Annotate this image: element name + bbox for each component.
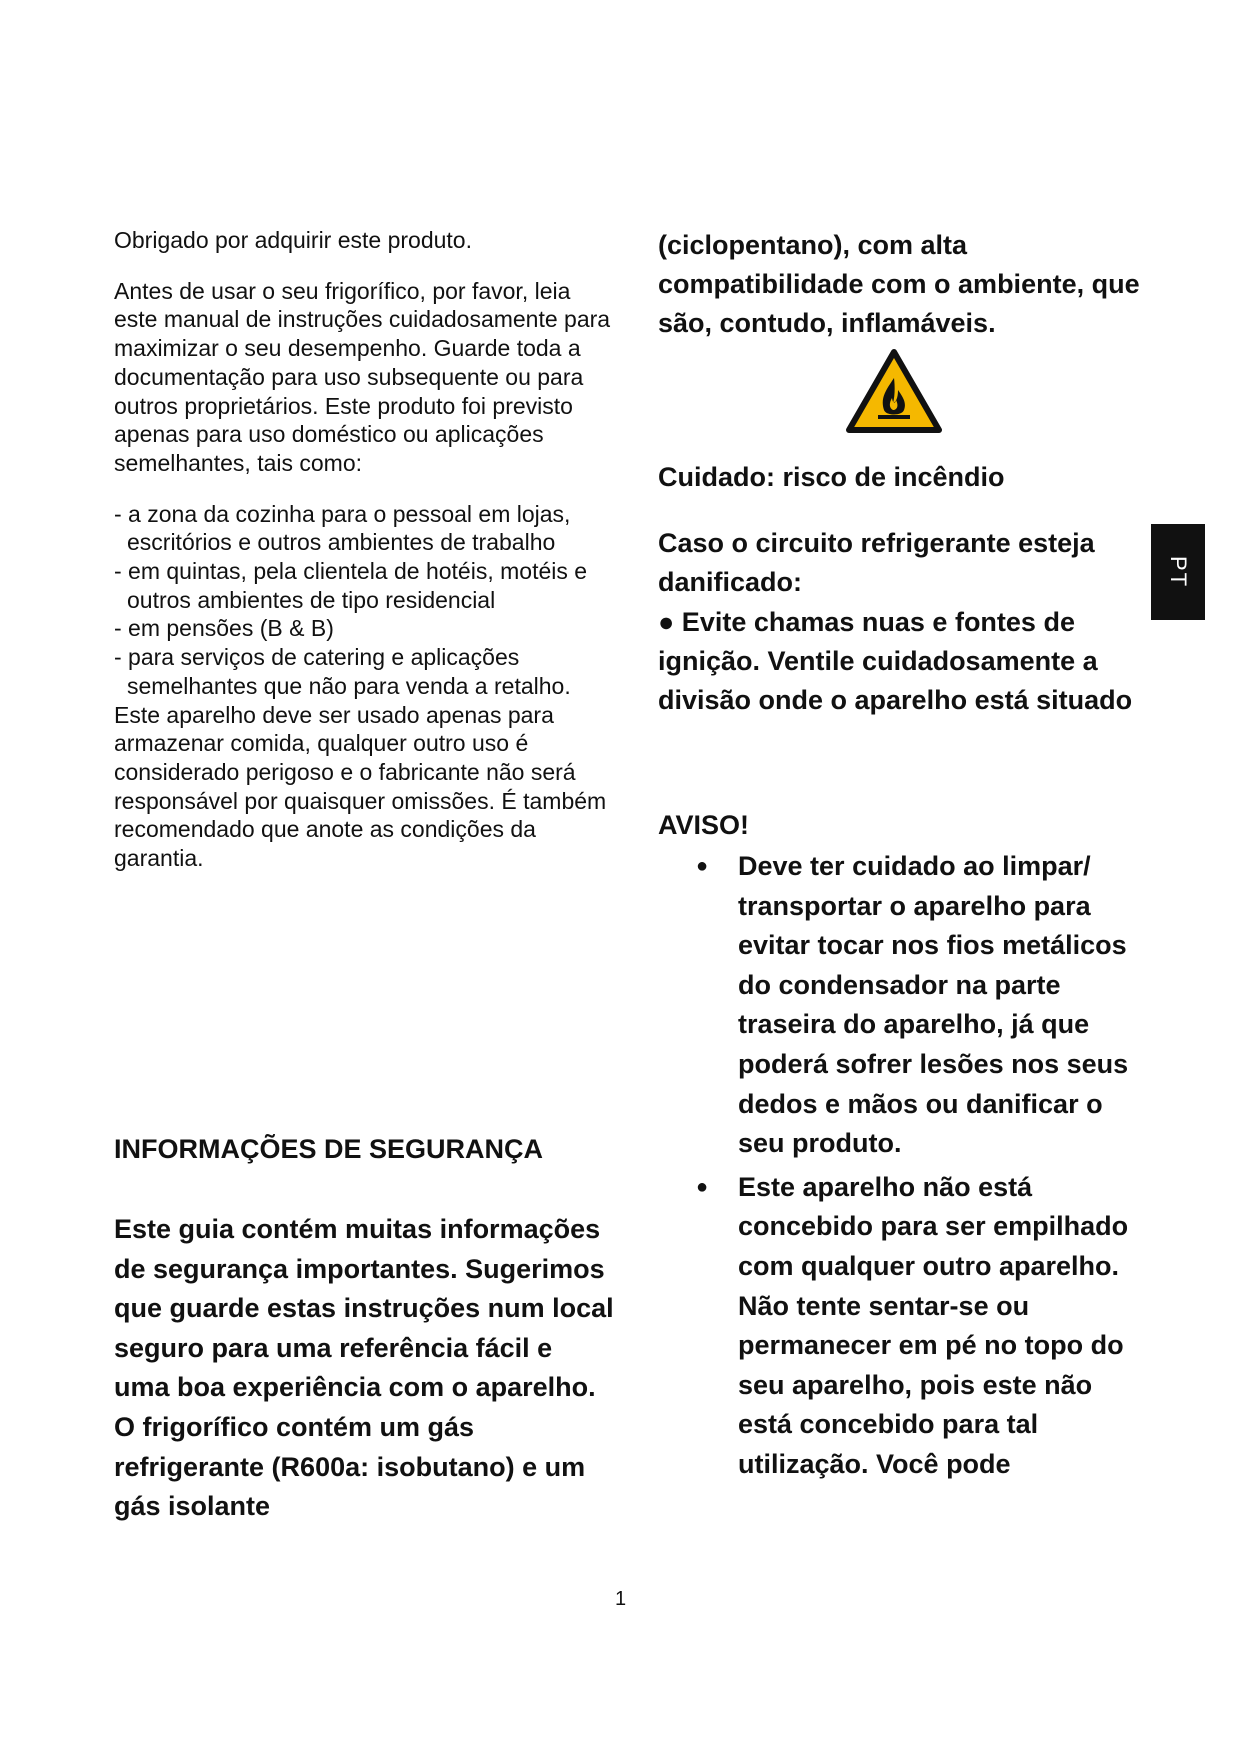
uses-list <box>114 500 614 701</box>
list-item: - a zona da cozinha para o pessoal em lojas, escritórios e outros ambientes de trabalho <box>114 500 571 556</box>
list-item: - em quintas, pela clientela de hotéis, motéis e outros ambientes de tipo residencial <box>114 558 588 613</box>
circuit-damage-section <box>658 524 1138 720</box>
aviso-list <box>658 847 1138 1485</box>
list-item: - em pensões (B & B) <box>114 615 334 642</box>
right-column <box>658 226 1158 344</box>
list-item <box>658 847 1138 1164</box>
intro-usage-note: Este aparelho deve ser usado apenas para armazenar comida, qualquer outro uso é considerado perigoso e o fabricante não será responsável por quaisquer omissões. É também recomendado que anote as condições da garantia. <box>114 701 607 872</box>
intro-before-use: Antes de usar o seu frigorífico, por favor, leia este manual de instruções cuidadosamente para maximizar o seu desempenho. Guarde toda a documentação para uso subsequente ou para outros proprietários. Este produto foi previsto apenas para uso doméstico ou aplicações semelhantes, tais como: <box>114 277 611 476</box>
circuit-heading: Caso o circuito refrigerante esteja danificado: <box>658 528 1095 598</box>
bullet-icon: ● <box>696 1175 709 1198</box>
aviso-title: AVISO! <box>658 810 750 840</box>
aviso-item-text: Este aparelho não está concebido para ser empilhado com qualquer outro aparelho. Não tente sentar-se ou permanecer em pé no topo do seu aparelho, pois este não está concebido para tal utilização. Você pode <box>738 1171 1129 1479</box>
bullet-icon: ● <box>696 855 709 877</box>
aviso-item-text: Deve ter cuidado ao limpar/ transportar o aparelho para evitar tocar nos fios metálicos do condensador na parte traseira do aparelho, já que poderá sofrer lesões nos seus dedos e mãos ou danificar o seu produto. <box>738 851 1129 1159</box>
flammable-warning-icon <box>846 348 942 434</box>
safety-title: INFORMAÇÕES DE SEGURANÇA <box>114 1134 544 1164</box>
list-item <box>658 1168 1138 1485</box>
safety-body: Este guia contém muitas informações de segurança importantes. Sugerimos que guarde estas instruções num local seguro para uma referência fácil e uma boa experiência com o aparelho. O frigorífico contém um gás refrigerante (R600a: isobutano) e um gás isolante <box>114 1214 614 1522</box>
list-item: - para serviços de catering e aplicações semelhantes que não para venda a retalho. <box>114 644 571 699</box>
intro-thanks: Obrigado por adquirir este produto. <box>114 227 472 253</box>
language-tab <box>1151 524 1205 620</box>
language-tab-label: PT <box>1166 555 1191 589</box>
circuit-bullet: ● Evite chamas nuas e fontes de ignição. Ventile cuidadosamente a divisão onde o aparelho está situado <box>658 606 1133 716</box>
continuation-text: (ciclopentano), com alta compatibilidade com o ambiente, que são, contudo, inflamáveis. <box>658 230 1140 339</box>
page-number: 1 <box>615 1588 627 1610</box>
intro-column <box>114 226 614 873</box>
fire-risk-caution: Cuidado: risco de incêndio <box>658 462 1005 492</box>
